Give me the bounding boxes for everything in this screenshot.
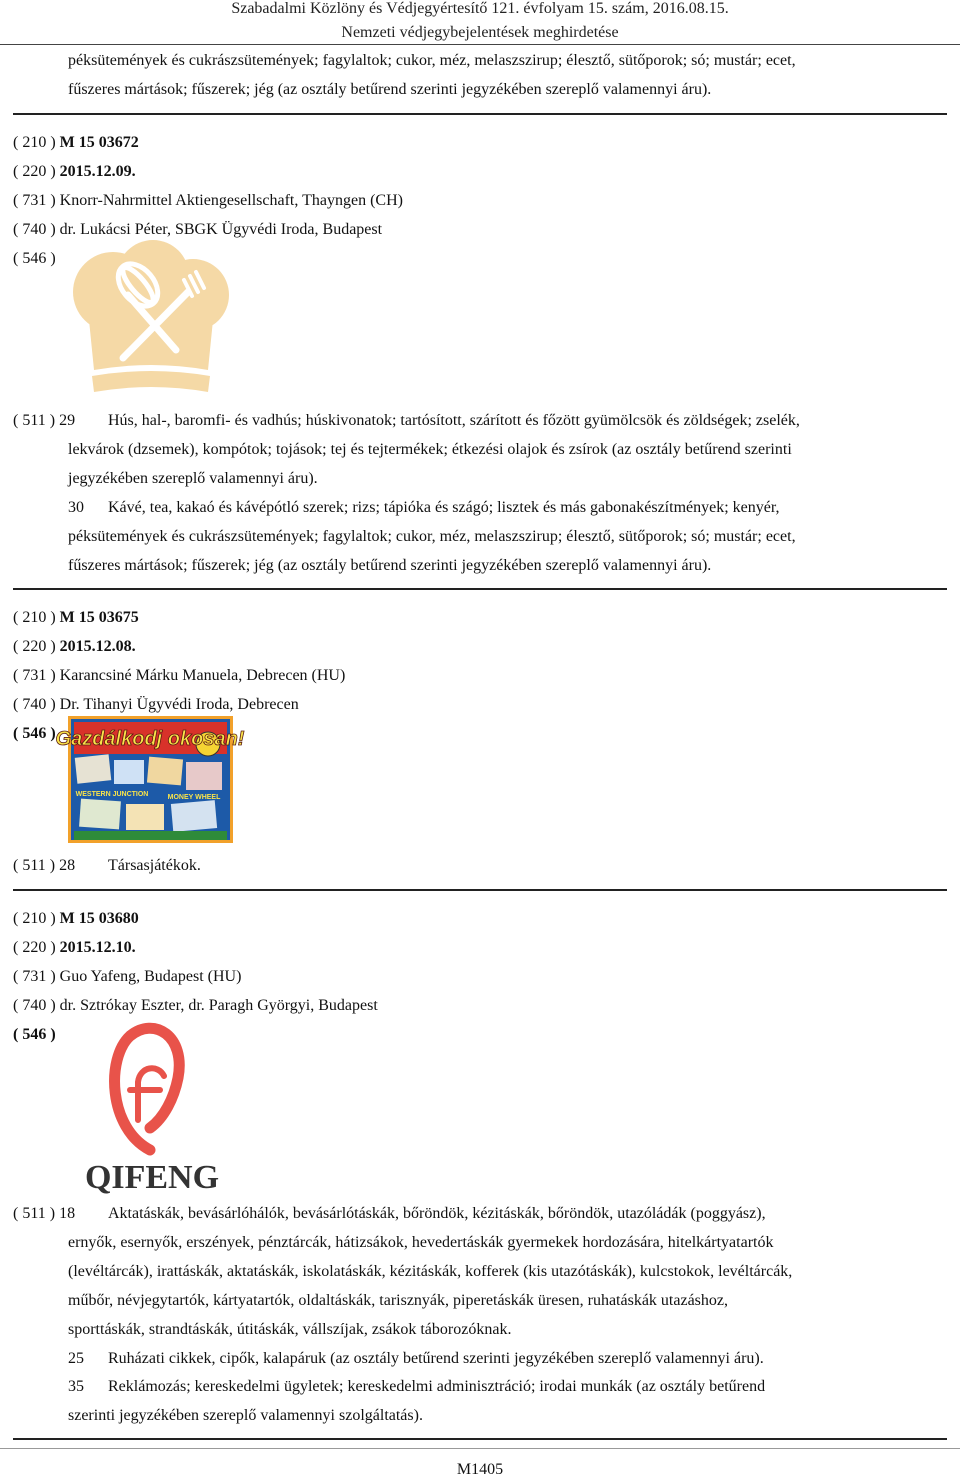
representative: dr. Lukácsi Péter, SBGK Ügyvédi Iroda, Budapest [59,221,383,238]
application-number: M 15 03675 [59,609,139,626]
field-210: ( 210 ) M 15 03680 [13,910,139,927]
class-number: 18 [59,1205,76,1222]
filing-date: 2015.12.09. [59,163,136,180]
field-740: ( 740 ) Dr. Tihanyi Ügyvédi Iroda, Debrecen [13,696,299,713]
application-number: M 15 03672 [59,134,139,151]
field-740: ( 740 ) dr. Sztrókay Eszter, dr. Paragh Györgyi, Budapest [13,997,378,1014]
goods-line: műbőr, névjegytartók, kártyatartók, oldaltáskák, tarisznyák, piperetáskák üresen, ruhatáskák utazáshoz, [68,1292,729,1309]
goods-line: ernyők, esernyők, erszények, pénztárcák, hátizsákok, hevedertáskák gyermekek hordozására, hitelkártyatartók [68,1234,774,1251]
game-label: MONEY WHEEL [167,794,221,801]
field-210: ( 210 ) M 15 03675 [13,609,139,626]
goods-line: sporttáskák, strandtáskák, útitáskák, vállszíjak, zsákok táborozóknak. [68,1321,512,1338]
journal-title: Szabadalmi Közlöny és Védjegyértesítő 121. évfolyam 15. szám, 2016.08.15. [231,0,729,17]
board-game-logo [55,716,245,843]
applicant: Knorr-Nahrmittel Aktiengesellschaft, Thayngen (CH) [59,192,403,209]
field-740: ( 740 ) dr. Lukácsi Péter, SBGK Ügyvédi Iroda, Budapest [13,221,383,238]
goods-line: Társasjátékok. [108,857,201,874]
goods-line: fűszeres mártások; fűszerek; jég (az osztály betűrend szerinti jegyzékében szereplő valamennyi áru). [68,557,712,574]
field-220: ( 220 ) 2015.12.08. [13,638,136,655]
filing-date: 2015.12.10. [59,939,136,956]
entry-divider [13,588,947,590]
goods-line: jegyzékében szereplő valamennyi áru). [68,470,318,487]
carryover-line: fűszeres mártások; fűszerek; jég (az osztály betűrend szerinti jegyzékében szereplő valamennyi áru). [68,81,712,98]
field-546: ( 546 ) [13,250,56,267]
class-number: 29 [59,412,76,429]
filing-date: 2015.12.08. [59,638,136,655]
goods-line: (levéltárcák), irattáskák, aktatáskák, iskolatáskák, kézitáskák, kofferek (kis utazótáskák), kulcstokok, levéltárcák, [68,1263,793,1280]
field-546: ( 546 ) [13,1026,56,1043]
goods-line: lekvárok (dzsemek), kompótok; tojások; tej és tejtermékek; étkezési olajok és zsírok (az osztály betűrend szerinti [68,441,792,458]
goods-line: péksütemények és cukrászsütemények; fagylaltok; cukor, méz, melaszszirup; élesztő, sütőporok; só; mustár; ecet, [68,528,796,545]
entry-divider [13,889,947,891]
header-divider [0,44,960,45]
goods-line: Ruházati cikkek, cipők, kalapáruk (az osztály betűrend szerinti jegyzékében szereplő valamennyi áru). [108,1350,764,1367]
field-210: ( 210 ) M 15 03672 [13,134,139,151]
game-title: Gazdálkodj okosan! [55,728,245,750]
field-220: ( 220 ) 2015.12.10. [13,939,136,956]
qifeng-logo [68,1018,236,1194]
goods-line: Aktatáskák, bevásárlóhálók, bevásárlótáskák, bőröndök, kézitáskák, bőröndök, utazóládák (poggyász), [108,1205,766,1222]
section-title: Nemzeti védjegybejelentések meghirdetése [341,24,619,41]
field-731: ( 731 ) Karancsiné Márku Manuela, Debrecen (HU) [13,667,346,684]
field-511: ( 511 ) 29 [13,412,76,429]
goods-line: szerinti jegyzékében szereplő valamennyi szolgáltatás). [68,1407,423,1424]
class-number: 35 [68,1378,84,1395]
entry-divider [13,113,947,115]
class-number: 28 [59,857,76,874]
field-731: ( 731 ) Knorr-Nahrmittel Aktiengesellschaft, Thayngen (CH) [13,192,403,209]
class-number: 25 [68,1350,84,1367]
entry-divider [13,1438,947,1440]
goods-line: Reklámozás; kereskedelmi ügyletek; kereskedelmi adminisztráció; irodai munkák (az osztály betűrend [108,1378,766,1395]
goods-line: Kávé, tea, kakaó és kávépótló szerek; rizs; tápióka és szágó; lisztek és más gabonakészítmények; kenyér, [108,499,780,516]
representative: dr. Sztrókay Eszter, dr. Paragh Györgyi, Budapest [59,997,378,1014]
representative: Dr. Tihanyi Ügyvédi Iroda, Debrecen [59,696,299,713]
page-number: M1405 [456,1461,504,1478]
field-511: ( 511 ) 18 [13,1205,76,1222]
class-number: 30 [68,499,84,516]
game-label: WESTERN JUNCTION [75,791,149,798]
field-511: ( 511 ) 28 [13,857,76,874]
applicant: Guo Yafeng, Budapest (HU) [59,968,242,985]
field-220: ( 220 ) 2015.12.09. [13,163,136,180]
brand-wordmark: QIFENG [84,1159,220,1196]
applicant: Karancsiné Márku Manuela, Debrecen (HU) [59,667,346,684]
goods-line: Hús, hal-, baromfi- és vadhús; húskivonatok; tartósított, szárított és főzött gyümölcsök és zöldségek; zselék, [108,412,800,429]
chef-hat-logo [68,240,234,400]
field-546: ( 546 ) [13,725,56,742]
application-number: M 15 03680 [59,910,139,927]
footer-divider [0,1448,960,1449]
field-731: ( 731 ) Guo Yafeng, Budapest (HU) [13,968,242,985]
carryover-line: péksütemények és cukrászsütemények; fagylaltok; cukor, méz, melaszszirup; élesztő, sütőporok; só; mustár; ecet, [68,52,796,69]
